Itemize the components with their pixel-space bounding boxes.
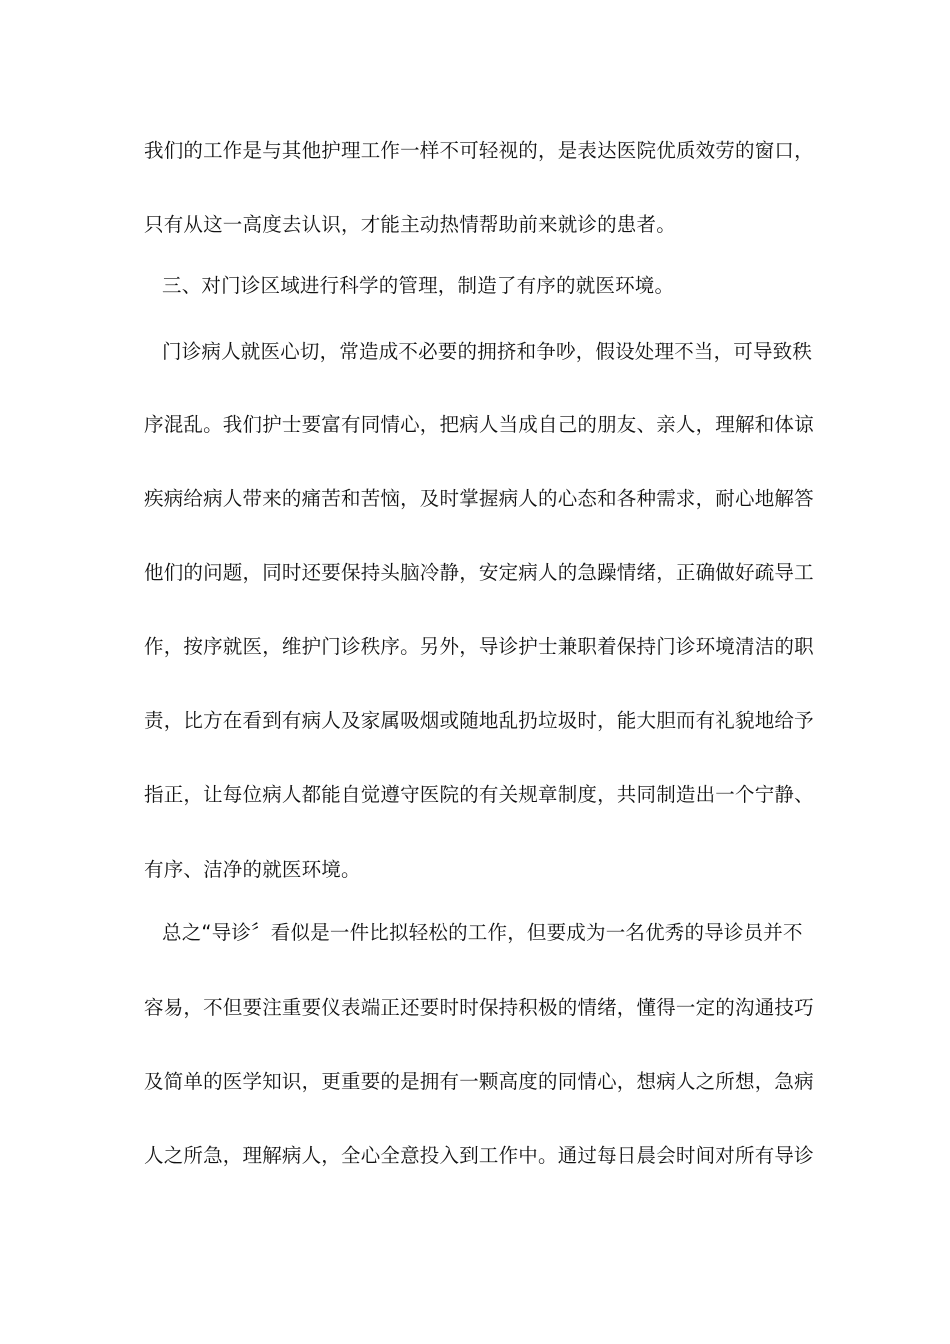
text-line: 作，按序就医，维护门诊秩序。另外，导诊护士兼职着保持门诊环境清洁的职 xyxy=(144,635,814,658)
text-line: 只有从这一高度去认识，才能主动热情帮助前来就诊的患者。 xyxy=(144,213,676,236)
text-line: 有序、洁净的就医环境。 xyxy=(144,858,361,881)
text-line: 责，比方在看到有病人及家属吸烟或随地乱扔垃圾时，能大胆而有礼貌地给予 xyxy=(144,709,814,732)
text-line: 序混乱。我们护士要富有同情心，把病人当成自己的朋友、亲人，理解和体谅 xyxy=(144,413,814,436)
text-line: 及简单的医学知识，更重要的是拥有一颗高度的同情心，想病人之所想，急病 xyxy=(144,1070,814,1093)
text-line: 我们的工作是与其他护理工作一样不可轻视的，是表达医院优质效劳的窗口， xyxy=(144,139,814,162)
text-line: 指正，让每位病人都能自觉遵守医院的有关规章制度，共同制造出一个宁静、 xyxy=(144,783,814,806)
text-line: 疾病给病人带来的痛苦和苦恼，及时掌握病人的心态和各种需求，耐心地解答 xyxy=(144,487,814,510)
paragraph-start: 门诊病人就医心切，常造成不必要的拥挤和争吵，假设处理不当，可导致秩 xyxy=(162,340,813,363)
text-line: 人之所急，理解病人，全心全意投入到工作中。通过每日晨会时间对所有导诊 xyxy=(144,1144,814,1167)
text-line: 他们的问题，同时还要保持头脑冷静，安定病人的急躁情绪，正确做好疏导工 xyxy=(144,561,814,584)
paragraph-start: 总之“导诊〞看似是一件比拟轻松的工作，但要成为一名优秀的导诊员并不 xyxy=(162,921,803,944)
section-heading: 三、对门诊区域进行科学的管理，制造了有序的就医环境。 xyxy=(162,274,675,297)
text-line: 容易，不但要注重要仪表端正还要时时保持积极的情绪，懂得一定的沟通技巧 xyxy=(144,996,814,1019)
